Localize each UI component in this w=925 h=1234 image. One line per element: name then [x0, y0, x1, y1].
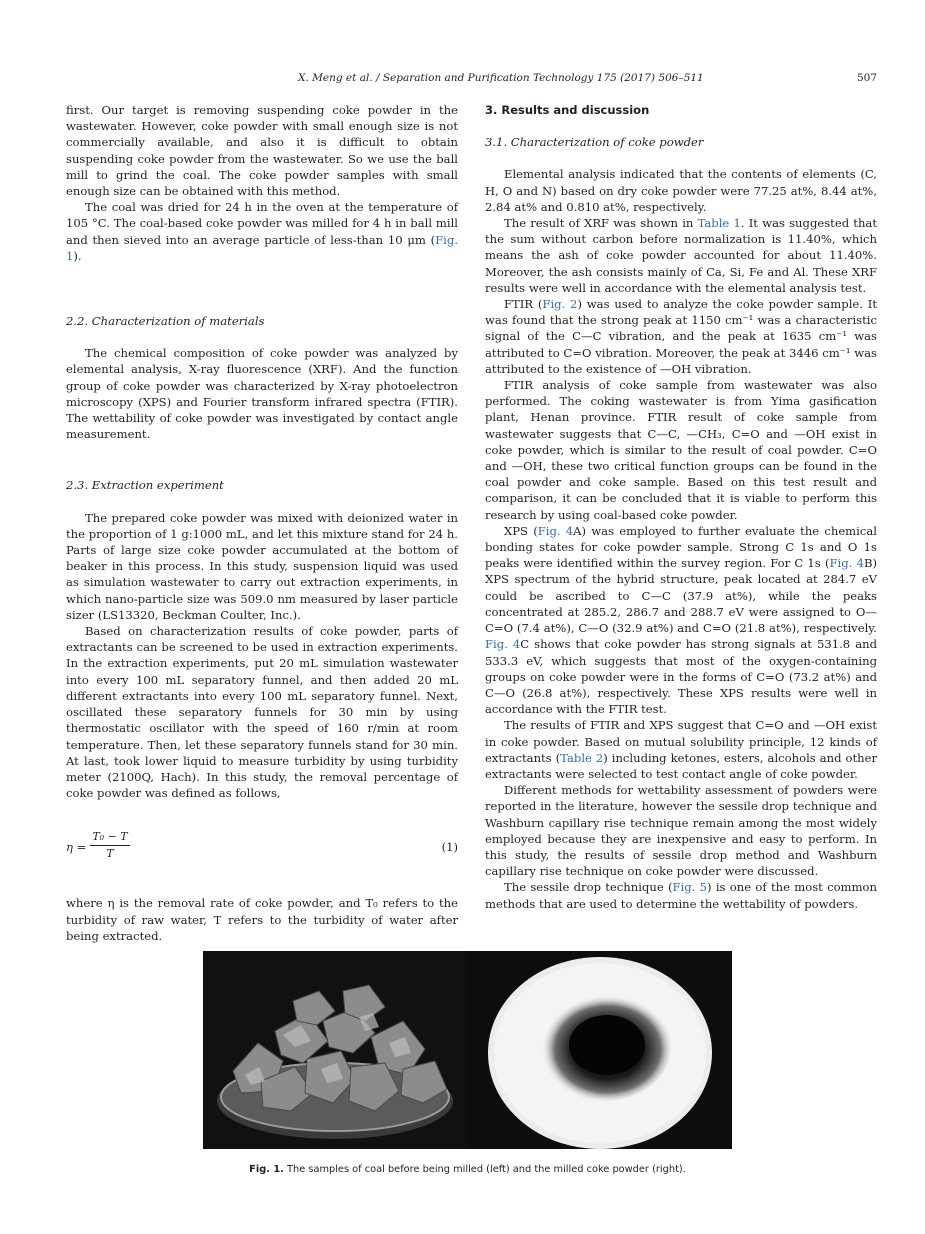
equation-denominator: T	[106, 847, 114, 861]
paragraph-coal: The coal was dried for 24 h in the oven at the temperature of 105 °C. The coal-based coke powder was milled for 4 h in ball mill and then sieved into an average particle of less-than 10 μm (Fig. 1).	[66, 200, 458, 263]
fig5-link[interactable]: Fig. 5	[672, 880, 708, 895]
right-column	[485, 102, 877, 912]
section-heading-3: 3. Results and discussion	[485, 103, 650, 117]
equation-number: (1)	[441, 840, 458, 855]
paragraph-elemental: Elemental analysis indicated that the contents of elements (C, H, O and N) based on dry coke powder were 77.25 at%, 8.44 at%, 2.84 at% and 0.810 at%, respectively.	[485, 167, 877, 214]
journal-citation: X. Meng et al. / Separation and Purification Technology 175 (2017) 506–511	[298, 72, 704, 84]
paragraph-xrf: The result of XRF was shown in Table 1. It was suggested that the sum without carbon before normalization is 11.40%, which means the ash of coke powder accounted for about 11.40%. Moreover, the ash consists mainly of Ca, Si, Fe and Al. These XRF results were well in accordance with the elemental analysis test.	[485, 216, 877, 295]
fig2-link[interactable]: Fig. 2	[542, 297, 578, 312]
paragraph-extraction-2: Based on characterization results of coke powder, parts of extractants can be screened to be used in extraction experiments. In the extraction experiments, put 20 mL simulation wastewater into every 100 mL separatory funnel, and then added 20 mL different extractants into every 100 mL separatory funnel. Next, oscillated these separatory funnels for 30 min by using thermostatic oscillator with the speed of 160 r/min at room temperature. Then, let these separatory funnels stand for 30 min. At last, took lower liquid to measure turbidity by using turbidity meter (2100Q, Hach). In this study, the removal percentage of coke powder was defined as follows,	[66, 624, 458, 801]
fig4-link[interactable]: Fig. 4	[829, 556, 864, 571]
paragraph-ftir-2: FTIR analysis of coke sample from wastewater was also performed. The coking wastewater is from Yima gasification plant, Henan province. FTIR result of coke sample from wastewater suggests that C—C, —CH₃, C=O and —OH exist in coke powder, which is similar to the result of coal powder. C=O and —OH, these two critical function groups can be found in the coal powder and coke sample. Based on this test result and comparison, it can be concluded that it is viable to perform this research by using coal-based coke powder.	[485, 378, 877, 522]
equation-1	[66, 827, 458, 865]
paragraph-characterization: The chemical composition of coke powder was analyzed by elemental analysis, X-ray fluorescence (XRF). And the function group of coke powder was characterized by X-ray photoelectron microscopy (XPS) and Fourier transform infrared spectra (FTIR). The wettability of coke powder was investigated by contact angle measurement.	[66, 346, 458, 442]
figure-label: Fig. 1.	[249, 1164, 284, 1175]
paragraph-results: The results of FTIR and XPS suggest that C=O and —OH exist in coke powder. Based on mutual solubility principle, 12 kinds of extractants (Table 2) including ketones, esters, alcohols and other extractants were selected to test contact angle of coke powder.	[485, 718, 877, 781]
section-heading-2-2: 2.2. Characterization of materials	[66, 314, 265, 329]
fig4-link[interactable]: Fig. 4	[537, 523, 574, 538]
paragraph-where: where η is the removal rate of coke powder, and T₀ refers to the turbidity of raw water, T refers to the turbidity of water after being extracted.	[66, 896, 458, 943]
page-number: 507	[856, 72, 877, 84]
equation-lhs: η =	[66, 840, 87, 855]
coke-powder-photo	[467, 951, 732, 1149]
paragraph-extraction-1: The prepared coke powder was mixed with deionized water in the proportion of 1 g:1000 mL, and let this mixture stand for 24 h. Parts of large size coke powder accumulated at the bottom of beaker in this process. In this study, suspension liquid was used as simulation wastewater to carry out extraction experiments, in which nano-particle size was 509.0 nm measured by laser particle sizer (LS13320, Beckman Coulter, Inc.).	[66, 510, 458, 622]
paragraph-methods: Different methods for wettability assessment of powders were reported in the literature, however the sessile drop technique and Washburn capillary rise technique remain among the most widely employed because they are inexpensive and easy to perform. In this study, the results of sessile drop method and Washburn capillary rise technique on coke powder were discussed.	[485, 783, 877, 879]
fig1-link[interactable]: Fig. 1	[66, 232, 458, 263]
figure-caption-text: The samples of coal before being milled (left) and the milled coke powder (right).	[287, 1164, 686, 1175]
paragraph-ftir: FTIR (Fig. 2) was used to analyze the coke powder sample. It was found that the strong peak at 1150 cm⁻¹ was a characteristic signal of the C—C vibration, and the peak at 1635 cm⁻¹ was attributed to C=O vibration. Moreover, the peak at 3446 cm⁻¹ was attributed to the existence of —OH vibration.	[485, 297, 877, 376]
figure-caption	[200, 1164, 735, 1175]
equation-numerator: T₀ − T	[90, 829, 130, 846]
paragraph-xps: XPS (Fig. 4A) was employed to further evaluate the chemical bonding states for coke powder sample. Strong C 1s and O 1s peaks were identified within the survey region. For C 1s (Fig. 4B) XPS spectrum of the hybrid structure, peak located at 284.7 eV could be ascribed to C—C (37.9 at%), while the peaks concentrated at 285.2, 286.7 and 288.7 eV were assigned to O—C=O (7.4 at%), C—O (32.9 at%) and C=O (21.8 at%), respectively. Fig. 4C shows that coke powder has strong signals at 531.8 and 533.3 eV, which suggests that most of the oxygen-containing groups on coke powder were in the forms of C=O (73.2 at%) and C—O (26.8 at%), respectively. These XPS results were well in accordance with the FTIR test.	[485, 523, 878, 717]
coal-sample-photo	[203, 951, 467, 1149]
equation-fraction	[90, 829, 130, 861]
figure-1	[203, 951, 732, 1149]
paragraph-intro: first. Our target is removing suspending coke powder in the wastewater. However, coke powder with small enough size is not commercially available, and also it is difficult to obtain suspending coke powder from the wastewater. So we use the ball mill to grind the coal. The coke powder samples with small enough size can be obtained with this method.	[66, 103, 458, 199]
paragraph-sessile: The sessile drop technique (Fig. 5) is one of the most common methods that are used to determine the wettability of powders.	[485, 880, 877, 911]
left-column	[66, 102, 458, 944]
section-heading-3-1: 3.1. Characterization of coke powder	[485, 135, 704, 150]
section-heading-2-3: 2.3. Extraction experiment	[66, 478, 224, 493]
table2-link[interactable]: Table 2	[560, 750, 604, 765]
fig4-link[interactable]: Fig. 4	[485, 637, 521, 652]
table1-link[interactable]: Table 1	[697, 216, 741, 231]
running-header	[66, 72, 877, 88]
